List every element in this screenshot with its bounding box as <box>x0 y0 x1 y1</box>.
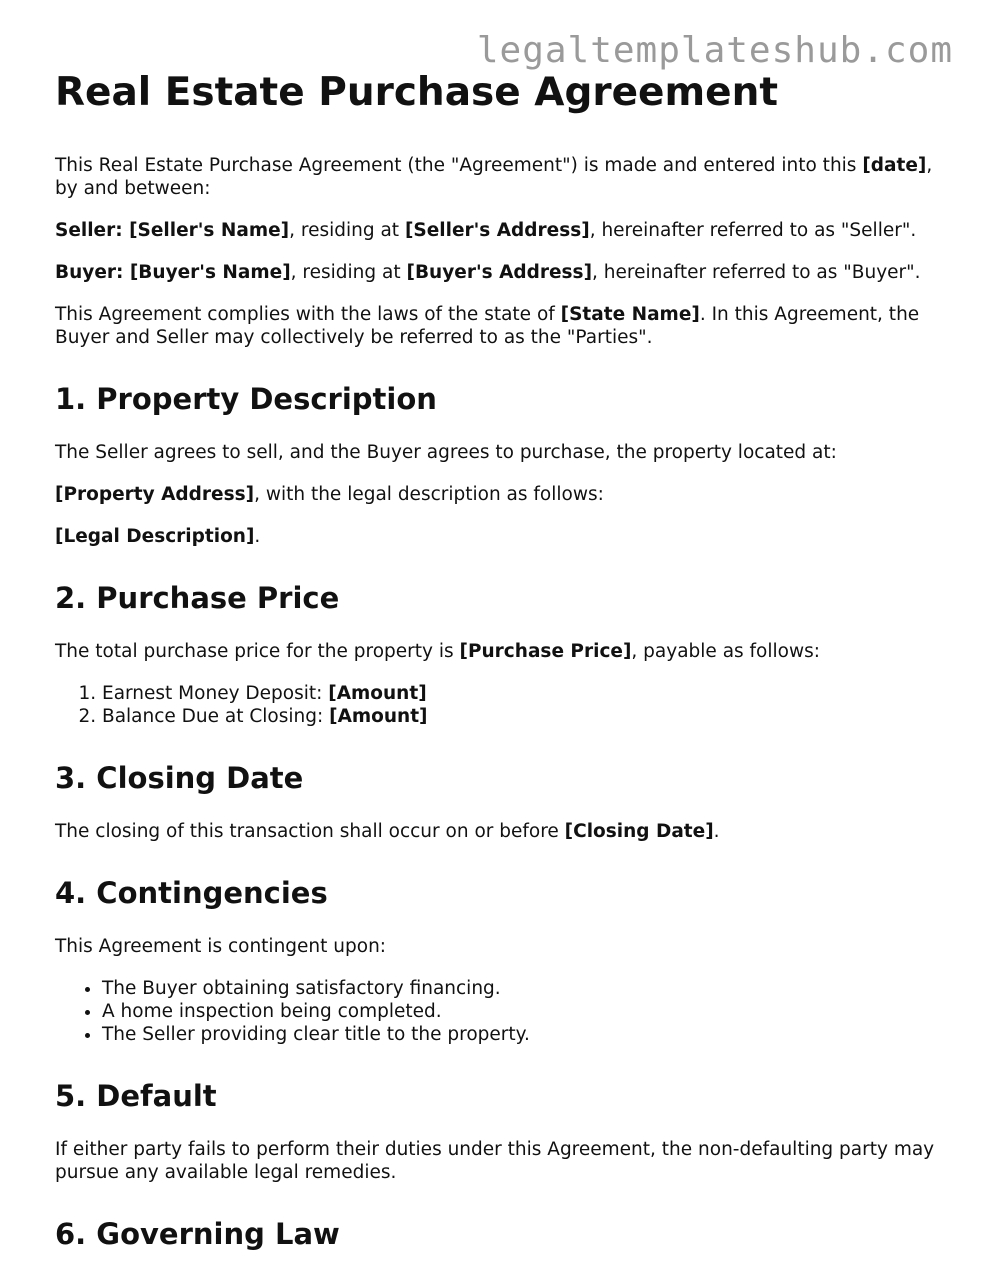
property-paragraph: The Seller agrees to sell, and the Buyer agrees to purchase, the property located at: <box>55 442 837 463</box>
list-item: • The Buyer obtaining satisfactory financing. <box>102 977 935 1000</box>
state-placeholder: [State Name] <box>560 304 700 325</box>
seller-text: , residing at <box>289 220 405 241</box>
buyer-address-placeholder: [Buyer's Address] <box>406 262 593 283</box>
buyer-text-end: , hereinafter referred to as "Buyer". <box>592 262 921 283</box>
document-title: Real Estate Purchase Agreement <box>55 70 778 115</box>
closing-text: The closing of this transaction shall occur on or before <box>55 821 565 842</box>
legal-description-end: . <box>254 526 261 547</box>
closing-date-placeholder: [Closing Date] <box>564 821 714 842</box>
property-address-placeholder: [Property Address] <box>55 484 255 505</box>
legal-description-paragraph <box>55 525 935 548</box>
section-heading-contingencies: 4. Contingencies <box>55 876 328 910</box>
payment-item-label: Earnest Money Deposit: <box>102 683 329 704</box>
document-body <box>55 68 935 1276</box>
governing-state-paragraph <box>55 303 935 349</box>
section-heading-price: 2. Purchase Price <box>55 581 340 615</box>
price-paragraph <box>55 640 935 663</box>
state-text-end: . In this Agreement, the Buyer and Seller may collectively be referred to as the "Parties". <box>55 304 920 348</box>
section-heading-property: 1. Property Description <box>55 382 437 416</box>
list-item: • A home inspection being completed. <box>102 1000 935 1023</box>
property-address-text: , with the legal description as follows: <box>254 484 604 505</box>
purchase-price-placeholder: [Purchase Price] <box>459 641 632 662</box>
list-item <box>102 705 935 728</box>
seller-text-end: , hereinafter referred to as "Seller". <box>589 220 917 241</box>
list-item: • The Seller providing clear title to the property. <box>102 1023 935 1046</box>
contingencies-paragraph: This Agreement is contingent upon: <box>55 936 387 957</box>
payment-item-label: Balance Due at Closing: <box>102 706 330 727</box>
payment-list <box>55 682 935 728</box>
intro-text: This Real Estate Purchase Agreement (the "Agreement") is made and entered into this <box>55 155 863 176</box>
amount-placeholder: [Amount] <box>329 706 428 727</box>
section-heading-closing: 3. Closing Date <box>55 761 304 795</box>
intro-paragraph <box>55 154 935 200</box>
intro-text-end: , by and between: <box>55 155 933 199</box>
default-paragraph: If either party fails to perform their duties under this Agreement, the non-defaulting party may pursue any available legal remedies. <box>55 1139 935 1183</box>
buyer-text: , residing at <box>290 262 407 283</box>
section-heading-default: 5. Default <box>55 1079 217 1113</box>
amount-placeholder: [Amount] <box>328 683 427 704</box>
legal-description-placeholder: [Legal Description] <box>55 526 255 547</box>
buyer-paragraph <box>55 261 935 284</box>
closing-paragraph <box>55 820 935 843</box>
section-heading-governing-law: 6. Governing Law <box>55 1217 340 1251</box>
state-text: This Agreement complies with the laws of the state of <box>55 304 561 325</box>
closing-text-end: . <box>713 821 720 842</box>
watermark-text: legaltemplateshub.com <box>476 30 953 71</box>
price-text: The total purchase price for the property is <box>55 641 460 662</box>
seller-name-placeholder: Seller: [Seller's Name] <box>55 220 290 241</box>
seller-paragraph <box>55 219 935 242</box>
seller-address-placeholder: [Seller's Address] <box>404 220 590 241</box>
contingencies-list <box>55 977 935 1046</box>
buyer-name-placeholder: Buyer: [Buyer's Name] <box>55 262 291 283</box>
price-text-end: , payable as follows: <box>631 641 820 662</box>
list-item <box>102 682 935 705</box>
date-placeholder: [date] <box>862 155 927 176</box>
property-address-paragraph <box>55 483 935 506</box>
